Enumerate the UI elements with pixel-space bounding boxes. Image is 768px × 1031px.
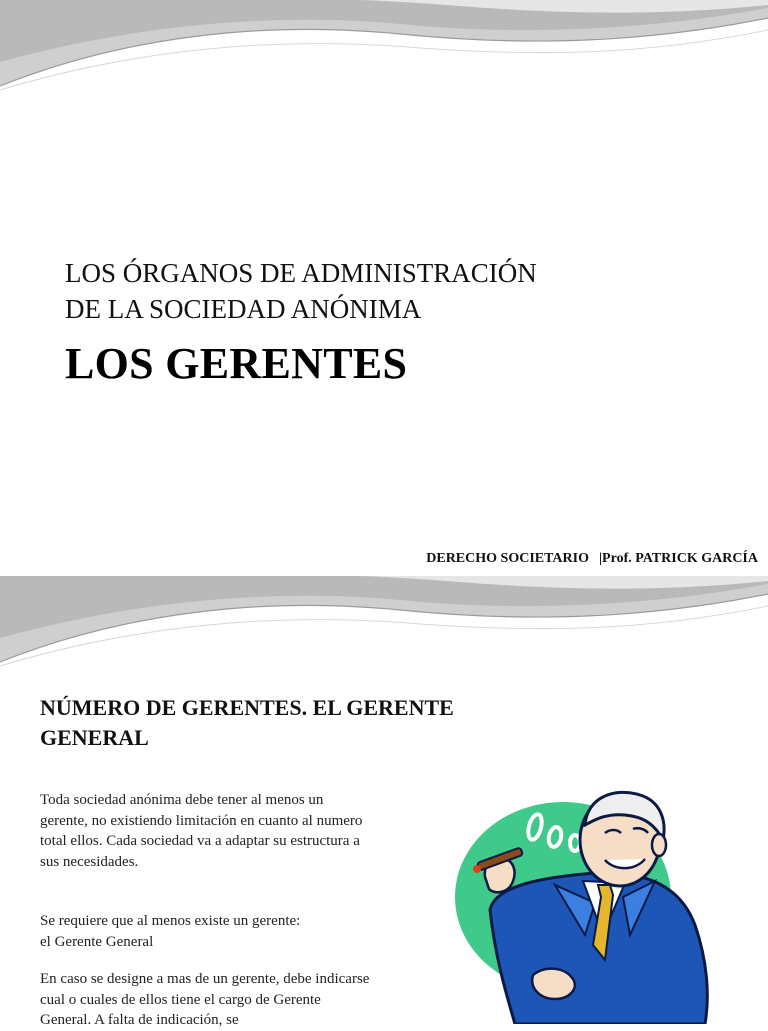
presentation-subtitle — [65, 255, 685, 327]
paragraph-line: el Gerente General — [40, 933, 154, 950]
subtitle-line-1: LOS ÓRGANOS DE ADMINISTRACIÓN — [65, 258, 537, 288]
slide-heading — [40, 693, 510, 753]
heading-line-2: GENERAL — [40, 725, 149, 750]
businessman-with-cigar-icon — [455, 785, 715, 1024]
paragraph-multiple-managers: En caso se designe a mas de un gerente, debe indicarse cual o cuales de ellos tiene el cargo de Gerente General. A falta de indicación, se — [40, 971, 370, 1028]
header-swoosh-decoration — [0, 576, 768, 676]
paragraph-line: Se requiere que al menos existe un gerente: — [40, 913, 301, 929]
presentation-title: LOS GERENTES — [65, 339, 408, 388]
paragraph-minimum-managers: Toda sociedad anónima debe tener al menos un gerente, no existiendo limitación en cuanto al numero total ellos. Cada sociedad va a adaptar su estructura a sus necesidades. — [40, 792, 363, 870]
heading-line-1: NÚMERO DE GERENTES. EL GERENTE — [40, 695, 454, 720]
footer-course: DERECHO SOCIETARIO — [426, 551, 589, 566]
paragraph-general-manager — [40, 911, 375, 952]
subtitle-line-2: DE LA SOCIEDAD ANÓNIMA — [65, 294, 422, 324]
header-swoosh-decoration — [0, 0, 768, 100]
footer-professor: |Prof. PATRICK GARCÍA — [598, 551, 758, 566]
slide-footer — [426, 551, 758, 567]
